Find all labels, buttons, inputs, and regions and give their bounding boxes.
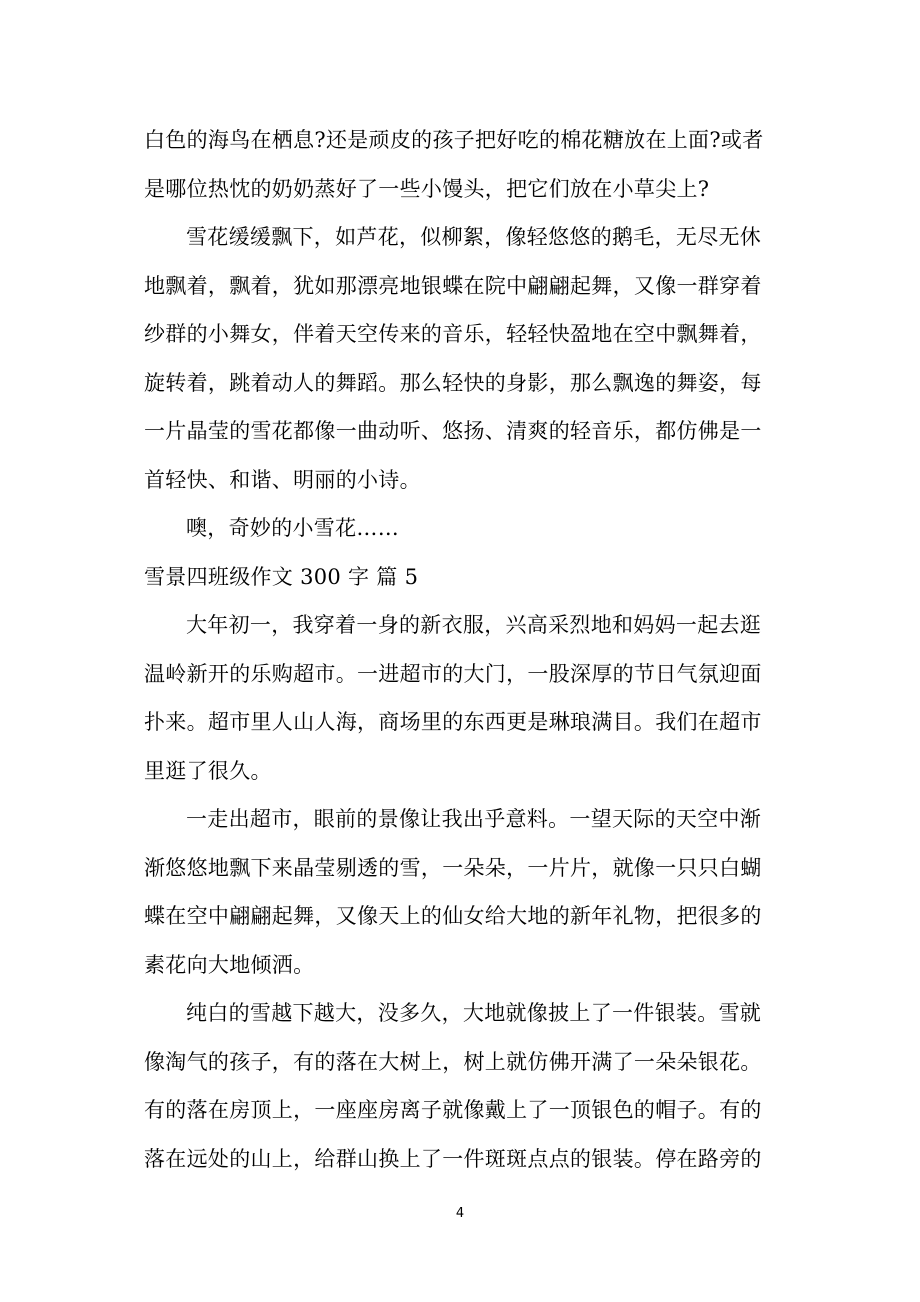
page-number: 4 — [455, 1206, 465, 1221]
text-line: 一走出超市，眼前的景像让我出乎意料。一望天际的天空中渐 — [186, 807, 762, 831]
text-line: 里逛了很久。 — [144, 758, 272, 783]
text-line: 扑来。超市里人山人海，商场里的东西更是琳琅满目。我们在超市 — [144, 710, 762, 734]
text-line: 雪花缓缓飘下，如芦花，似柳絮，像轻悠悠的鹅毛，无尽无休 — [186, 225, 762, 249]
document-body — [144, 116, 780, 1183]
text-line: 像淘气的孩子，有的落在大树上，树上就仿佛开满了一朵朵银花。 — [144, 1049, 762, 1074]
text-line: 蝶在空中翩翩起舞，又像天上的仙女给大地的新年礼物，把很多的 — [144, 904, 762, 928]
text-line: 素花向大地倾洒。 — [144, 952, 315, 977]
text-line: 温岭新开的乐购超市。一进超市的大门，一股深厚的节日气氛迎面 — [144, 661, 762, 686]
text-line: 首轻快、和谐、明丽的小诗。 — [144, 467, 421, 492]
text-line: 是哪位热忱的奶奶蒸好了一些小馒头，把它们放在小草尖上? — [144, 176, 710, 201]
text-line: 旋转着，跳着动人的舞蹈。那么轻快的身影，那么飘逸的舞姿，每 — [144, 370, 762, 395]
text-line: 渐悠悠地飘下来晶莹剔透的雪，一朵朵，一片片，就像一只只白蝴 — [144, 855, 762, 880]
text-line: 地飘着，飘着，犹如那漂亮地银蝶在院中翩翩起舞，又像一群穿着 — [144, 273, 762, 298]
text-line: 噢，奇妙的小雪花…… — [186, 516, 399, 540]
text-line: 有的落在房顶上，一座座房离子就像戴上了一顶银色的帽子。有的 — [144, 1098, 762, 1122]
text-line: 落在远处的山上，给群山换上了一件斑斑点点的银装。停在路旁的 — [144, 1146, 762, 1171]
text-line: 白色的海鸟在栖息?还是顽皮的孩子把好吃的棉花糖放在上面?或者 — [144, 128, 764, 152]
text-line: 大年初一，我穿着一身的新衣服，兴高采烈地和妈妈一起去逛 — [186, 613, 762, 637]
text-line: 纱群的小舞女，伴着天空传来的音乐，轻轻快盈地在空中飘舞着， — [144, 322, 762, 346]
text-line: 纯白的雪越下越大，没多久，大地就像披上了一件银装。雪就 — [186, 1001, 762, 1025]
text-line: 一片晶莹的雪花都像一曲动听、悠扬、清爽的轻音乐，都仿佛是一 — [144, 419, 762, 443]
section-heading: 雪景四班级作文 300 字 篇 5 — [144, 564, 419, 589]
